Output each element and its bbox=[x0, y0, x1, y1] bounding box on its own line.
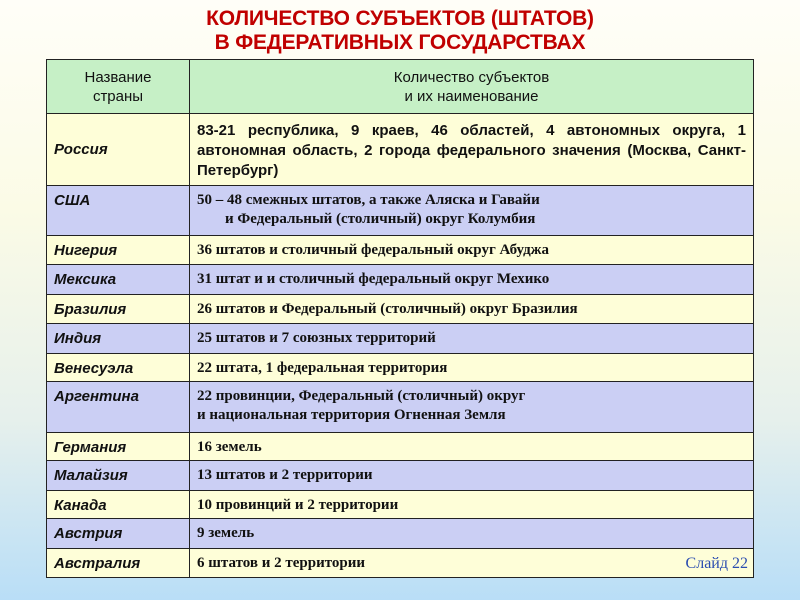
country-cell: Австралия bbox=[47, 549, 190, 578]
table-row bbox=[47, 491, 754, 519]
country-cell: Бразилия bbox=[47, 295, 190, 324]
subjects-cell: Слайд 22 6 штатов и 2 территории bbox=[190, 549, 754, 578]
country-cell: Австрия bbox=[47, 519, 190, 549]
table-row bbox=[47, 295, 754, 324]
subjects-cell: 22 провинции, Федеральный (столичный) округ и национальная территория Огненная Земля bbox=[190, 382, 754, 433]
table-row bbox=[47, 324, 754, 354]
subjects-cell: 83-21 республика, 9 краев, 46 областей, 4 автономных округа, 1 автономная область, 2 города федерального значения (Москва, Санкт-Петербург) bbox=[190, 114, 754, 186]
subjects-cell: 9 земель bbox=[190, 519, 754, 549]
subjects-cell: 13 штатов и 2 территории bbox=[190, 461, 754, 491]
country-cell: Венесуэла bbox=[47, 354, 190, 382]
table-row bbox=[47, 461, 754, 491]
country-cell: Россия bbox=[47, 114, 190, 186]
country-cell: Индия bbox=[47, 324, 190, 354]
table-row bbox=[47, 549, 754, 578]
subjects-cell: 31 штат и и столичный федеральный округ Мехико bbox=[190, 265, 754, 295]
country-cell: Мексика bbox=[47, 265, 190, 295]
header-subjects: Количество субъектов и их наименование bbox=[190, 60, 754, 114]
table-row bbox=[47, 433, 754, 461]
subjects-cell: 10 провинций и 2 территории bbox=[190, 491, 754, 519]
header-country: Название страны bbox=[47, 60, 190, 114]
table-row bbox=[47, 236, 754, 265]
table-row bbox=[47, 265, 754, 295]
subjects-cell: 50 – 48 смежных штатов, а также Аляска и Гавайи и Федеральный (столичный) округ Колумбия bbox=[190, 186, 754, 236]
country-cell: Канада bbox=[47, 491, 190, 519]
country-cell: Малайзия bbox=[47, 461, 190, 491]
slide-title-line-2: В ФЕДЕРАТИВНЫХ ГОСУДАРСТВАХ bbox=[214, 31, 586, 54]
country-cell: Нигерия bbox=[47, 236, 190, 265]
country-cell: Германия bbox=[47, 433, 190, 461]
table-row bbox=[47, 354, 754, 382]
slide-title-line-1: КОЛИЧЕСТВО СУБЪЕКТОВ (ШТАТОВ) bbox=[206, 7, 594, 30]
table-row bbox=[47, 186, 754, 236]
subjects-cell: 16 земель bbox=[190, 433, 754, 461]
subjects-cell: 22 штата, 1 федеральная территория bbox=[190, 354, 754, 382]
slide-title bbox=[0, 7, 800, 55]
country-cell: США bbox=[47, 186, 190, 236]
table-row bbox=[47, 114, 754, 186]
slide-number: Слайд 22 bbox=[685, 555, 748, 572]
subjects-cell: 25 штатов и 7 союзных территорий bbox=[190, 324, 754, 354]
federal-states-table bbox=[46, 59, 754, 578]
table-header-row bbox=[47, 60, 754, 114]
table-row bbox=[47, 519, 754, 549]
subjects-cell: 36 штатов и столичный федеральный округ Абуджа bbox=[190, 236, 754, 265]
country-cell: Аргентина bbox=[47, 382, 190, 433]
subjects-cell: 26 штатов и Федеральный (столичный) округ Бразилия bbox=[190, 295, 754, 324]
table-row bbox=[47, 382, 754, 433]
